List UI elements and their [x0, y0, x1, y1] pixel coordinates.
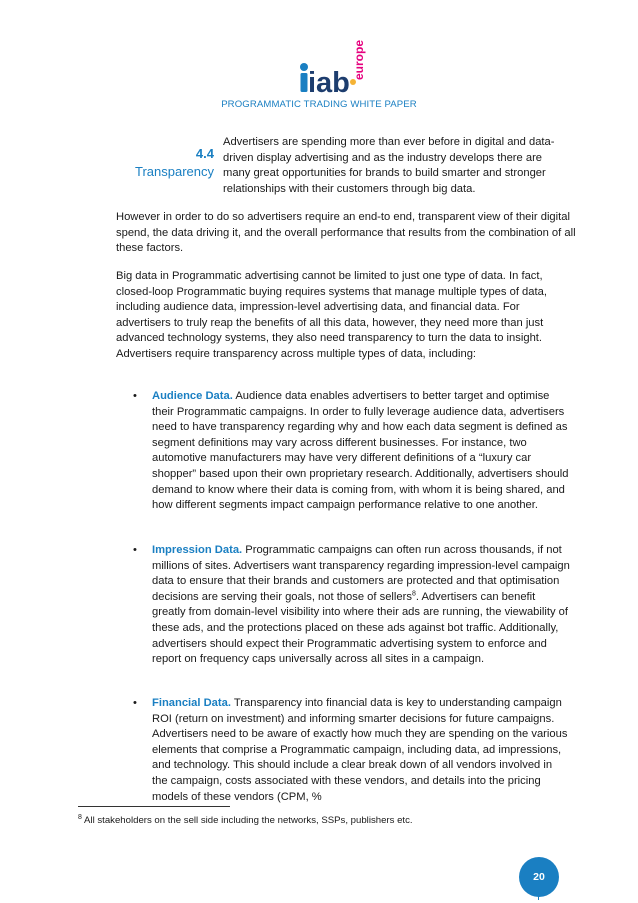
- footnote-number: 8: [78, 813, 82, 821]
- bullet-financial-data: [133, 696, 570, 805]
- bullet-dot: •: [133, 390, 137, 402]
- page-badge-tick: [538, 888, 539, 900]
- document-header-title: PROGRAMMATIC TRADING WHITE PAPER: [221, 99, 417, 110]
- page-number-badge: 20: [519, 857, 559, 897]
- section-number: 4.4: [195, 146, 214, 161]
- footnote-ref[interactable]: 8: [411, 590, 416, 598]
- body-paragraph-2: Big data in Programmatic advertising cannot be limited to just one type of data. In fact, closed-loop Programmatic buying requires systems that manage multiple types of data, including audience data, impression-level advertising data, and financial data. For advertisers to truly reap the benefits of all this data, however, they need more than just advanced technology systems, they also need transparency to turn the data to insight. Advertisers require transparency across multiple types of data, including:: [116, 270, 547, 360]
- logo-sub: europe: [352, 39, 366, 80]
- section-title: Transparency: [135, 164, 214, 179]
- logo-wordmark: iab: [308, 67, 350, 94]
- bullet-text: Audience data enables advertisers to better target and optimise their Programmatic campaigns. In order to fully leverage audience data, advertisers need to have transparency regarding why and how each data segment is defined as segment definitions may vary across different businesses. For instance, two automotive manufacturers may have very different definitions of a “luxury car shopper” based upon their own proprietary research. Additionally, advertisers should demand to know where their data is coming from, with whom it is being shared, and how different segments impact campaign performance relative to one another.: [152, 390, 569, 512]
- footnote-text: All stakeholders on the sell side including the networks, SSPs, publishers etc.: [81, 815, 413, 826]
- bullet-dot: •: [133, 697, 137, 709]
- bullet-text-cont: . Advertisers can benefit greatly from domain-level visibility into where their ads are running, the viewability of these ads, and the protections placed on these ads against bot traffic. Additionally, advertisers should expect their Programmatic advertising system to enforce and report on frequency caps universally across all sites in a campaign.: [152, 590, 568, 666]
- intro-paragraph: Advertisers are spending more than ever before in digital and data-driven display advertising and as the industry develops there are many great opportunities for brands to build smarter and stronger relationships with their customers through big data.: [223, 136, 555, 195]
- bullet-heading: Impression Data.: [152, 544, 243, 556]
- bullet-audience-data: [133, 389, 570, 514]
- iab-europe-logo: [296, 36, 366, 94]
- bullet-impression-data: [133, 543, 570, 668]
- bullet-dot: •: [133, 544, 137, 556]
- footnote-divider: [78, 806, 230, 807]
- footnote: [78, 815, 413, 826]
- bullet-heading: Audience Data.: [152, 390, 233, 402]
- bullet-heading: Financial Data.: [152, 697, 231, 709]
- bullet-text: Transparency into financial data is key to understanding campaign ROI (return on investment) and informing smarter decisions for future campaigns. Advertisers need to be aware of exactly how much they are spending on the various elements that comprise a Programmatic campaign, including data, ad impressions, and technology. This should include a clear break down of all vendors involved in the campaign, costs associated with these vendors, and details into the pricing models of these vendors (CPM, %: [152, 697, 568, 803]
- body-paragraph-1: However in order to do so advertisers require an end-to end, transparent view of their digital spend, the data driving it, and the overall performance that results from the combination of all these factors.: [116, 211, 576, 255]
- bullet-text: Programmatic campaigns can often run across thousands, if not millions of sites. Advertisers want transparency regarding impression-level campaign data to ensure that their brands and customers are protected and that optimisation decisions are serving their goals, not those of sellers: [152, 544, 570, 603]
